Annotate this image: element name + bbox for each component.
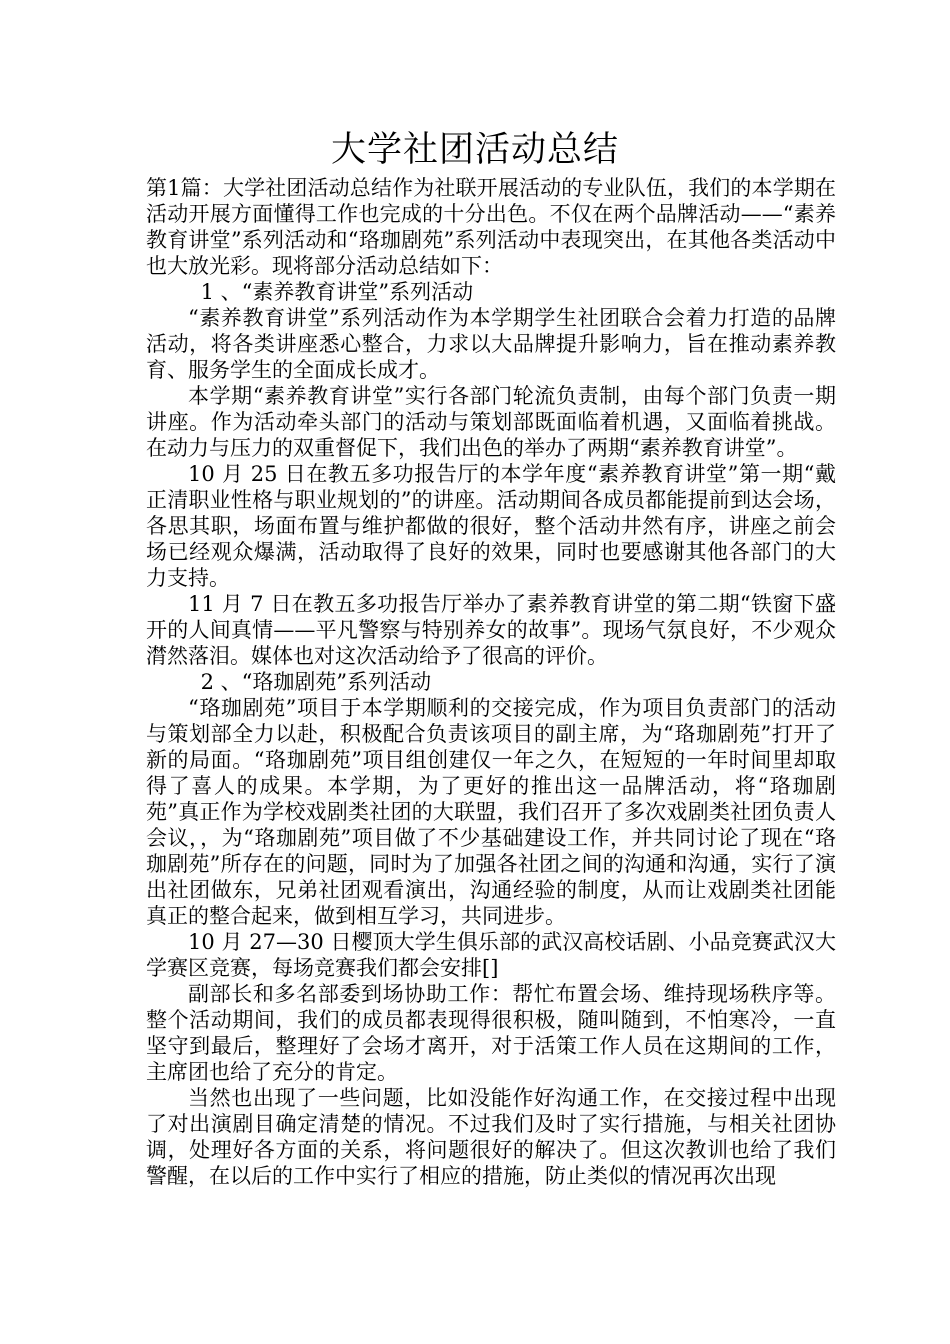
document-body	[146, 175, 836, 1189]
body-paragraph: 本学期“素养教育讲堂”实行各部门轮流负责制，由每个部门负责一期讲座。作为活动牵头部门的活动与策划部既面临着机遇，又面临着挑战。在动力与压力的双重督促下，我们出色的举办了两期“素养教育讲堂”。	[146, 384, 836, 460]
body-paragraph: 副部长和多名部委到场协助工作：帮忙布置会场、维持现场秩序等。整个活动期间，我们的成员都表现得很积极，随叫随到，不怕寒冷，一直坚守到最后，整理好了会场才离开，对于活策工作人员在这期间的工作，主席团也给了充分的肯定。	[146, 982, 836, 1084]
body-paragraph: 10 月 27—30 日樱顶大学生俱乐部的武汉高校话剧、小品竞赛武汉大学赛区竞赛，每场竞赛我们都会安排[]	[146, 930, 836, 980]
document-title: 大学社团活动总结	[330, 130, 619, 170]
body-paragraph: 10 月 25 日在教五多功报告厅的本学年度“素养教育讲堂”第一期“戴正清职业性格与职业规划的”的讲座。活动期间各成员都能提前到达会场，各思其职，场面布置与维护都做的很好，整个活动井然有序，讲座之前会场已经观众爆满，活动取得了良好的效果，同时也要感谢其他各部门的大力支持。	[146, 462, 836, 590]
intro-paragraph: 第1篇：大学社团活动总结作为社联开展活动的专业队伍，我们的本学期在活动开展方面懂得工作也完成的十分出色。不仅在两个品牌活动——“素养教育讲堂”系列活动和“珞珈剧苑”系列活动中表现突出，在其他各类活动中也大放光彩。现将部分活动总结如下：	[146, 176, 836, 278]
body-paragraph: 11 月 7 日在教五多功报告厅举办了素养教育讲堂的第二期“铁窗下盛开的人间真情——平凡警察与特别养女的故事”。现场气氛良好，不少观众潸然落泪。媒体也对这次活动给予了很高的评价。	[146, 592, 836, 668]
section-heading-1: 1 、“素养教育讲堂”系列活动	[200, 280, 474, 304]
body-paragraph: “素养教育讲堂”系列活动作为本学期学生社团联合会着力打造的品牌活动，将各类讲座悉心整合，力求以大品牌提升影响力，旨在推动素养教育、服务学生的全面成长成才。	[146, 306, 836, 382]
body-paragraph: “珞珈剧苑”项目于本学期顺利的交接完成，作为项目负责部门的活动与策划部全力以赴，积极配合负责该项目的副主席，为“珞珈剧苑”打开了新的局面。“珞珈剧苑”项目组创建仅一年之久，在短短的一年时间里却取得了喜人的成果。本学期，为了更好的推出这一品牌活动，将“珞珈剧苑”真正作为学校戏剧类社团的大联盟，我们召开了多次戏剧类社团负责人会议，，为“珞珈剧苑”项目做了不少基础建设工作，并共同讨论了现在“珞珈剧苑”所存在的问题，同时为了加强各社团之间的沟通和沟通，实行了演出社团做东，兄弟社团观看演出，沟通经验的制度，从而让戏剧类社团能真正的整合起来，做到相互学习，共同进步。	[146, 696, 836, 928]
body-paragraph: 当然也出现了一些问题，比如没能作好沟通工作，在交接过程中出现了对出演剧目确定清楚的情况。不过我们及时了实行措施，与相关社团协调，处理好各方面的关系，将问题很好的解决了。但这次教训也给了我们警醒，在以后的工作中实行了相应的措施，防止类似的情况再次出现	[146, 1086, 836, 1188]
section-heading-2: 2 、“珞珈剧苑”系列活动	[200, 670, 432, 694]
